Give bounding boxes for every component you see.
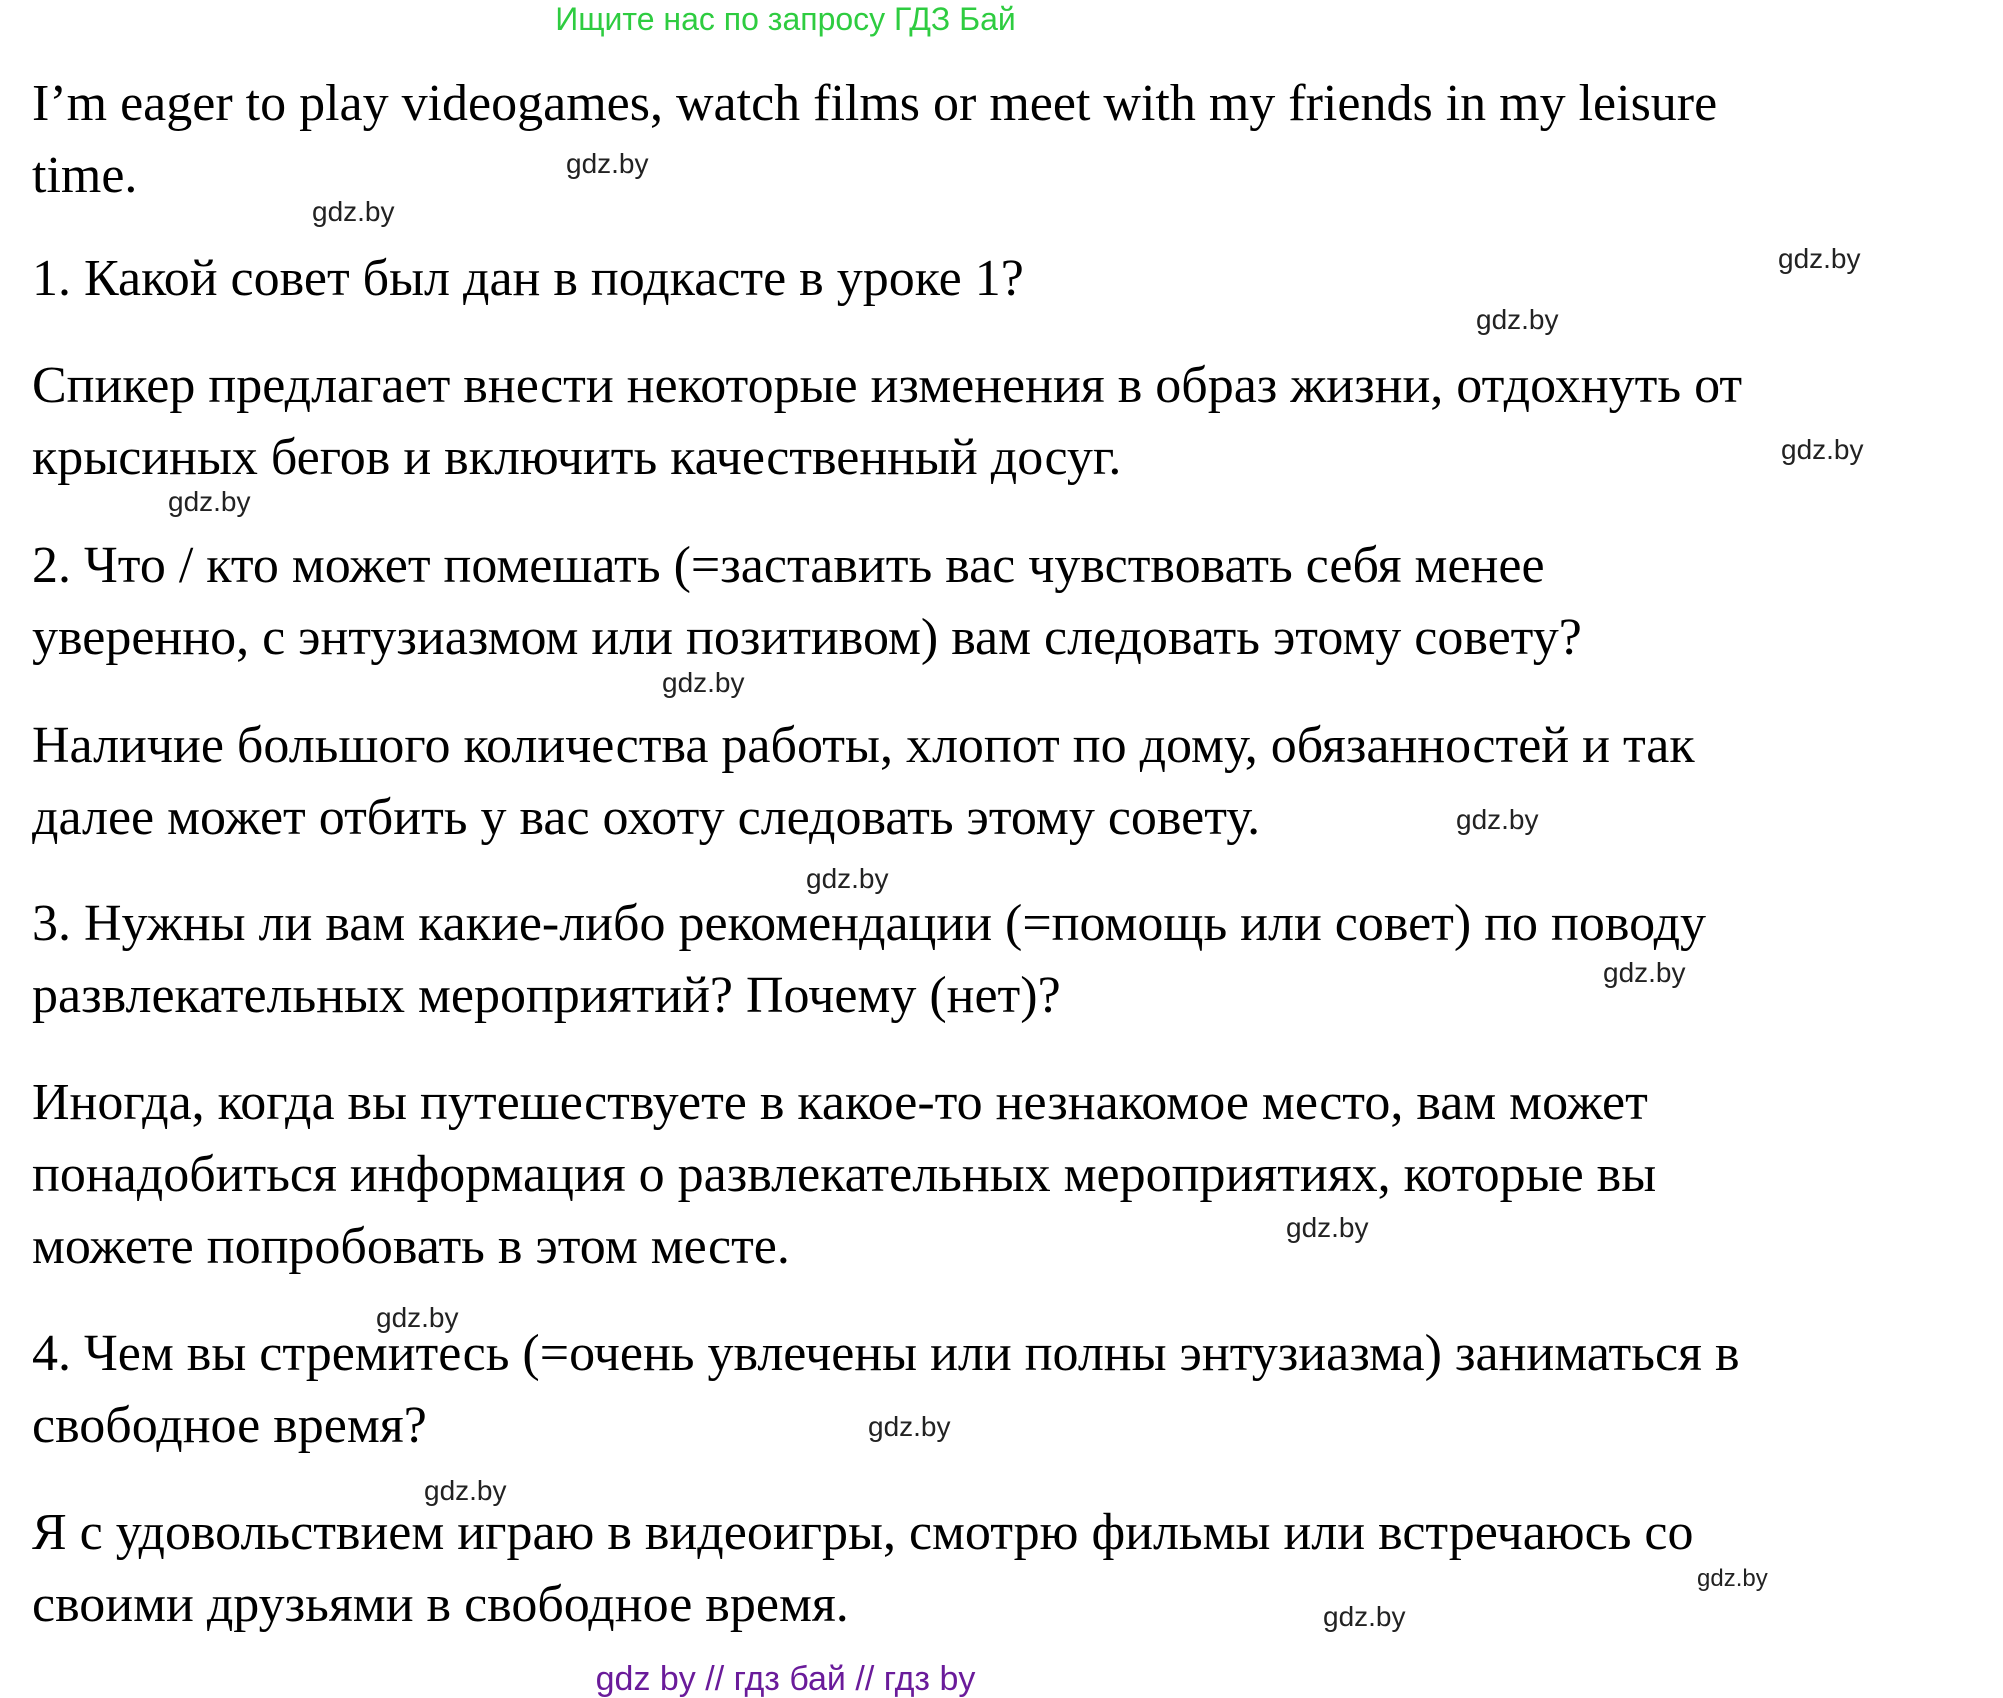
paragraph-line: далее может отбить у вас охоту следовать этому совету. [32,789,1261,846]
answer-1 [32,350,1992,494]
question-1 [32,243,1992,315]
paragraph-line: развлекательных мероприятий? Почему (нет)? [32,967,1061,1024]
paragraph-line: 3. Нужны ли вам какие-либо рекомендации (=помощь или совет) по поводу [32,895,1707,952]
watermark: gdz.by [312,196,395,227]
search-hint-link[interactable]: Ищите нас по запросу ГДЗ Бай [555,1,1016,37]
paragraph-line: Наличие большого количества работы, хлопот по дому, обязанностей и так [32,717,1695,774]
paragraph-line: I’m eager to play videogames, watch films or meet with my friends in my leisure [32,75,1718,132]
paragraph-line: своими друзьями в свободное время. [32,1576,849,1633]
paragraph-line: Я с удовольствием играю в видеоигры, смотрю фильмы или встречаюсь со [32,1504,1694,1561]
paragraph-line: 2. Что / кто может помешать (=заставить вас чувствовать себя менее [32,537,1545,594]
paragraph-line: крысиных бегов и включить качественный досуг. [32,429,1122,486]
answer-3 [32,1067,1992,1283]
watermark: gdz.by [1476,304,1559,335]
watermark: gdz.by [424,1475,507,1506]
question-4 [32,1318,1992,1462]
question-3 [32,888,1992,1032]
paragraph-line: понадобиться информация о развлекательных мероприятиях, которые вы [32,1146,1657,1203]
watermark: gdz.by [1778,243,1861,274]
footer-keywords: gdz by // гдз бай // гдз by [595,1660,976,1698]
answer-2 [32,710,1992,854]
question-2 [32,530,1992,674]
watermark: gdz.by [806,863,889,894]
watermark: gdz.by [168,486,251,517]
watermark: gdz.by [566,148,649,179]
paragraph-line: time. [32,147,138,204]
watermark: gdz.by [1456,804,1539,835]
watermark: gdz.by [1781,434,1864,465]
paragraph-line: Иногда, когда вы путешествуете в какое-то незнакомое место, вам может [32,1074,1648,1131]
watermark: gdz.by [376,1302,459,1333]
watermark: gdz.by [1323,1601,1406,1632]
watermark: gdz.by [662,667,745,698]
paragraph-english-answer [32,68,1992,212]
paragraph-line: можете попробовать в этом месте. [32,1218,790,1275]
watermark: gdz.by [1697,1565,1768,1592]
paragraph-line: 4. Чем вы стремитесь (=очень увлечены или полны энтузиазма) заниматься в [32,1325,1740,1382]
paragraph-line: свободное время? [32,1397,427,1454]
watermark: gdz.by [1603,957,1686,988]
paragraph-line: Спикер предлагает внести некоторые изменения в образ жизни, отдохнуть от [32,357,1743,414]
watermark: gdz.by [868,1411,951,1442]
watermark: gdz.by [1286,1212,1369,1243]
paragraph-line: уверенно, с энтузиазмом или позитивом) вам следовать этому совету? [32,609,1582,666]
paragraph-line: 1. Какой совет был дан в подкасте в уроке 1? [32,250,1024,307]
